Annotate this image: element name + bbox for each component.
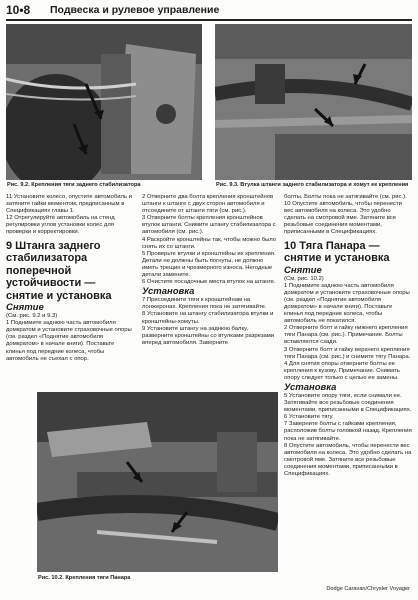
text-column-1 — [6, 194, 134, 363]
paragraph: 9 Установите штангу на заднюю балку, разверните кронштейны со втулками разрезами вперед автомобиля. Заверните — [142, 325, 275, 346]
paragraph: 1 Поднимите заднюю часть автомобиля домкратом и установите страховочные опоры (см. раздел «Поднятие автомобиля домкратом» в начале книги). Поставьте клинья под передние колеса, чтобы автомобиль не съехал с опор. — [6, 320, 132, 362]
figure-reference: (См. рис. 10.2) — [284, 275, 324, 282]
paragraph: 6 Очистите посадочные места втулок на штанге. — [142, 279, 276, 286]
removal-heading: Снятие — [6, 302, 44, 314]
paragraph: 4 Раскройте кронштейны так, чтобы можно было снять их со штанги. — [142, 236, 276, 250]
section-heading-9: 9 Штанга заднего стабилизатора поперечной устойчивости — снятие и установка — [6, 239, 112, 302]
paragraph: 7 Заверните болты с гайками крепления, расположив болты головкой назад. Крепления пока не затягивайте. — [284, 421, 412, 442]
paragraph: 12 Отрегулируйте автомобиль на стенд регулировки углов установки колес для проверки и корректировки. — [6, 215, 115, 236]
page-header — [0, 0, 418, 20]
paragraph: 6 Установите тягу. — [284, 414, 334, 421]
paragraph: 5 Проверьте втулки и кронштейны их крепления. Детали не должны быть погнуты, не должно иметь трещин и чрезмерного износа. Негодные детали замените. — [142, 250, 276, 279]
figure-10-2-photo — [37, 392, 278, 572]
figure-9-2-photo — [6, 24, 202, 180]
paragraph: 1 Поднимите заднюю часть автомобиля домкратом и установите страховочные опоры (см. раздел «Поднятие автомобиля домкратом» в начале книги). Поставьте клинья под передние колеса, чтобы автомобиль не покатился. — [284, 282, 410, 325]
section-heading-10: 10 Тяга Панара — снятие и установка — [284, 239, 390, 265]
paragraph: 7 Присоедините тяги к кронштейнам на лонжеронах. Крепления пока не затягивайте. — [142, 297, 267, 311]
text-column-3 — [284, 194, 412, 478]
figure-9-3-caption: Рис. 9.3. Втулка штанги заднего стабилизатора и хомут ее крепления — [216, 182, 409, 188]
chapter-title: Подвеска и рулевое управление — [50, 4, 220, 16]
paragraph: 5 Установите опору тяги, если снимали ее. Затягивайте все резьбовые соединения моментами, приписанными в Спецификациях. — [284, 392, 412, 414]
footer-model: Dodge Caravan/Chrysler Voyager — [326, 586, 410, 592]
paragraph: болты. Болты пока не затягивайте (см. рис.). — [284, 194, 407, 200]
paragraph: 3 Отверните болты крепления кронштейнов втулок штанги. Снимите штангу стабилизатора с автомобиля (см. рис.). — [142, 215, 276, 236]
figure-reference: (См. рис. 9.2 и 9.3) — [6, 313, 58, 320]
install-heading: Установка — [284, 381, 337, 393]
paragraph: 8 Опустите автомобиль, чтобы перенести вес автомобиля на колеса. Это удобно сделать на смотровой яме. Затяните все резьбовые соединения моментами, приписанными в Спецификациях. — [284, 442, 412, 477]
header-rule — [6, 19, 412, 21]
text-column-2 — [142, 194, 276, 347]
paragraph: 11 Установите колесо, опустите автомобиль и затяните гайки моментом, предписанным в Спецификациях главы 1. — [6, 194, 132, 215]
paragraph: 2 Отверните болт и гайку нижнего крепления тяги Панара (см. рис.). Примечание. Болты вставляются сзади. — [284, 325, 408, 346]
page-number: 10•8 — [6, 3, 31, 17]
paragraph: 4 Для снятия опоры отверните болты ее крепления к кузову. Примечание. Снимать опору следует только с целью ее замены. — [284, 360, 400, 381]
paragraph: 8 Установите на штангу стабилизатора втулки и кронштейны-хомуты. — [142, 311, 274, 325]
install-heading: Установка — [142, 286, 195, 298]
paragraph: 10 Опустите автомобиль, чтобы перенести вес автомобиля на колеса. Это удобно сделать на смотровой яме. Затяните все резьбовые соединения моментами, приписанными в Спецификациях. — [284, 201, 402, 236]
figure-9-2-caption: Рис. 9.2. Крепления тяги заднего стабилизатора — [7, 182, 141, 188]
paragraph: 2 Отверните два болта крепления кронштейнов штанги к штанге с двух сторон автомобиля и отсоедините от штанги тяги (см. рис.). — [142, 194, 274, 215]
figure-10-2-caption: Рис. 10.2. Крепления тяги Панара — [38, 575, 131, 581]
figure-9-3-photo — [215, 24, 412, 180]
removal-heading: Снятие — [284, 264, 322, 276]
paragraph: 3 Отверните болт и гайку верхнего крепления тяги Панара (см. рис.) и снимите тягу Панара. — [284, 346, 411, 360]
